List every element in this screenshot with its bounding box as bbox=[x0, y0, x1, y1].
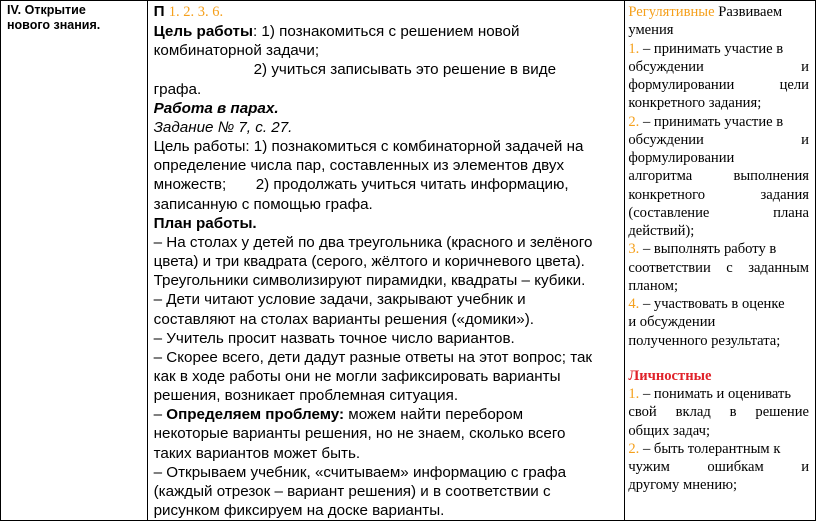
open-text: – Открываем учебник, «считываем» информацию с графа bbox=[153, 463, 567, 481]
stage-title-line: нового знания. bbox=[7, 18, 101, 32]
plan-heading: План работы. bbox=[153, 214, 257, 232]
p-line bbox=[154, 2, 621, 22]
p-numbers: 1. 2. 3. 6. bbox=[168, 4, 224, 20]
p2-line bbox=[628, 440, 809, 458]
r1-line bbox=[628, 40, 809, 58]
reg-text: – выполнять работу в bbox=[639, 241, 777, 258]
reg-text: обсуждении и bbox=[628, 58, 809, 75]
problem-text: некоторые варианты решения, но не знаем, сколько всего bbox=[153, 425, 566, 443]
reg-text: формулировании цели bbox=[628, 77, 809, 93]
plan-text: – Скорее всего, дети дадут разные ответы на этот вопрос; так bbox=[153, 348, 593, 366]
item-number: 1. bbox=[628, 40, 640, 57]
goal-text: комбинаторной задачи; bbox=[153, 42, 320, 60]
reg-line bbox=[628, 3, 809, 21]
problem-text: можем найти перебором bbox=[344, 406, 524, 424]
reg-text: действий); bbox=[628, 223, 695, 239]
reg-text: обсуждении и bbox=[628, 131, 809, 148]
goal-text: графа. bbox=[153, 80, 202, 98]
reg-text: планом; bbox=[628, 277, 679, 294]
pers-text: свой вклад в решение bbox=[628, 404, 809, 421]
problem-label: Определяем проблему: bbox=[166, 406, 345, 424]
content-cell bbox=[147, 1, 625, 521]
pers-text: – быть толерантным к bbox=[639, 440, 781, 457]
goal2-text: записанную с помощью графа. bbox=[153, 195, 373, 213]
item-number: 1. bbox=[628, 386, 640, 402]
content-text bbox=[148, 1, 625, 520]
uud-cell bbox=[625, 1, 816, 521]
plan-text: – Дети читают условие задачи, закрывают учебник и bbox=[153, 291, 526, 309]
reg-text: и обсуждении bbox=[628, 314, 716, 331]
stage-cell bbox=[1, 1, 148, 521]
problem-line bbox=[154, 405, 621, 424]
reg-text: алгоритма выполнения bbox=[628, 168, 809, 185]
regulative-label: Регулятивные bbox=[628, 4, 715, 20]
goal2-text: множеств; 2) продолжать учиться читать информацию, bbox=[153, 176, 569, 194]
uud-text bbox=[625, 1, 815, 495]
problem-text: таких вариантов может быть. bbox=[153, 444, 361, 462]
pairs-heading: Работа в парах. bbox=[153, 99, 279, 117]
reg-text: – принимать участие в bbox=[639, 113, 784, 130]
pers-text: чужим ошибкам и bbox=[628, 459, 809, 475]
plan-text: решения, возникает проблемная ситуация. bbox=[153, 387, 459, 405]
goal-line bbox=[154, 22, 621, 41]
r3-line bbox=[628, 240, 809, 258]
r4-line bbox=[628, 295, 809, 313]
item-number: 3. bbox=[628, 241, 640, 258]
item-number: 2. bbox=[628, 440, 640, 457]
reg-text: Развиваем bbox=[714, 4, 783, 20]
reg-text: – участвовать в оценке bbox=[639, 296, 785, 312]
goal2-text: определение числа пар, составленных из элементов двух bbox=[153, 157, 565, 175]
item-number: 4. bbox=[628, 296, 640, 312]
reg-text: умения bbox=[628, 22, 674, 39]
p-label: П bbox=[153, 3, 165, 20]
reg-text: (составление плана bbox=[628, 204, 809, 221]
personal-label: Личностные bbox=[628, 367, 712, 384]
reg-text: конкретного задания; bbox=[628, 95, 762, 112]
goal2-text: Цель работы: 1) познакомиться с комбинаторной задачей на bbox=[153, 138, 584, 156]
goal-label: Цель работы bbox=[153, 23, 253, 41]
item-number: 2. bbox=[628, 113, 640, 130]
open-text: (каждый отрезок – вариант решения) и в соответствии с bbox=[153, 482, 551, 500]
plan-text: цвета) и три квадрата (серого, жёлтого и коричневого цвета). bbox=[153, 253, 585, 271]
reg-text: конкретного задания bbox=[628, 186, 809, 203]
spacer bbox=[628, 350, 809, 367]
plan-text: – Учитель просит назвать точное число вариантов. bbox=[153, 329, 515, 347]
goal-text: 2) учиться записывать это решение в виде bbox=[253, 61, 557, 79]
plan-text: составляют на столах варианты решения («домики»). bbox=[153, 310, 534, 328]
plan-text: как в ходе работы они не могли зафиксировать варианты bbox=[153, 367, 561, 385]
plan-text: – На столах у детей по два треугольника (красного и зелёного bbox=[153, 233, 593, 251]
table-row bbox=[1, 1, 816, 521]
goal-text: : 1) познакомиться с решением новой bbox=[252, 23, 520, 41]
pers-text: – понимать и оценивать bbox=[639, 386, 792, 402]
stage-title-line: IV. Открытие bbox=[7, 3, 86, 17]
plan-text: Треугольники символизируют пирамидки, квадраты – кубики. bbox=[153, 272, 586, 290]
r2-line bbox=[628, 113, 809, 131]
stage-title bbox=[1, 1, 147, 33]
problem-dash: – bbox=[153, 406, 167, 424]
open-text: рисунком фиксируем на доске варианты. bbox=[153, 502, 445, 520]
pers-text: общих задач; bbox=[628, 422, 711, 439]
reg-text: полученного результата; bbox=[628, 332, 781, 349]
pers-text: другому мнению; bbox=[628, 477, 738, 494]
p1-line bbox=[628, 385, 809, 403]
task-reference: Задание № 7, с. 27. bbox=[153, 118, 293, 136]
reg-text: – принимать участие в bbox=[639, 40, 784, 57]
reg-text: формулировании bbox=[628, 150, 735, 166]
reg-text: соответствии с заданным bbox=[628, 259, 809, 276]
